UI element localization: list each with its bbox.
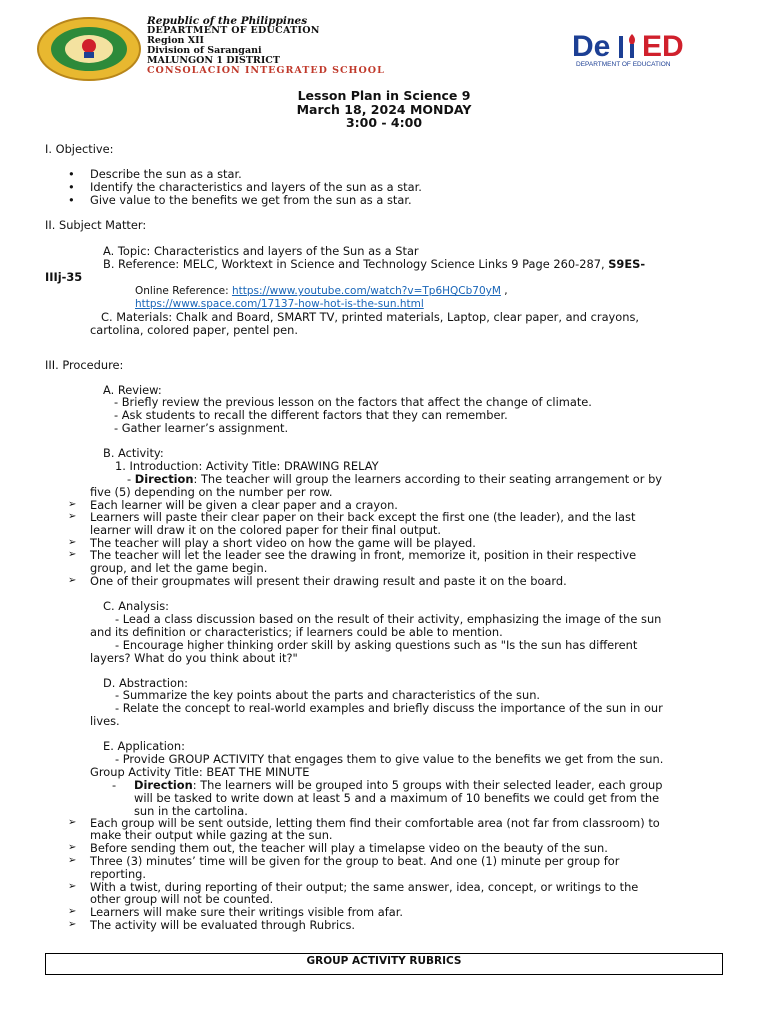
- bullet-dot: •: [68, 167, 75, 181]
- arrow-bullet-icon: ➢: [68, 842, 77, 853]
- competency-code-cont: IIIj-35: [45, 270, 83, 284]
- application-step-cont: reporting.: [90, 867, 147, 881]
- division-line: Division of Sarangani: [147, 45, 262, 56]
- objective-item: Identify the characteristics and layers of the sun as a star.: [90, 180, 422, 194]
- arrow-bullet-icon: ➢: [68, 537, 77, 548]
- arrow-bullet-icon: ➢: [68, 919, 77, 930]
- svg-text:De: De: [572, 30, 611, 63]
- analysis-line: and its definition or characteristics; if learners could be able to mention.: [90, 625, 503, 639]
- application-step: Learners will make sure their writings visible from afar.: [90, 905, 403, 919]
- arrow-bullet-icon: ➢: [68, 575, 77, 586]
- space-link[interactable]: https://www.space.com/17137-how-hot-is-the-sun.html: [135, 297, 424, 310]
- activity-intro: 1. Introduction: Activity Title: DRAWING RELAY: [115, 459, 379, 473]
- application-step: The activity will be evaluated through Rubrics.: [90, 918, 356, 932]
- application-step: Three (3) minutes’ time will be given for the group to beat. And one (1) minute per group for: [90, 854, 620, 868]
- activity-step: One of their groupmates will present their drawing result and paste it on the board.: [90, 574, 567, 588]
- region-line: Region XII: [147, 35, 204, 46]
- abstraction-line: lives.: [90, 714, 120, 728]
- activity-step: Each learner will be given a clear paper and a crayon.: [90, 498, 398, 512]
- direction-label: Direction: [134, 778, 193, 792]
- youtube-link[interactable]: https://www.youtube.com/watch?v=Tp6HQCb70yM: [231, 285, 501, 297]
- deped-logo: [572, 30, 728, 70]
- direction-label: Direction: [134, 472, 194, 486]
- direction-text: : The learners will be grouped into 5 groups with their selected leader, each group: [192, 778, 663, 792]
- competency-code: S9ES-: [608, 257, 646, 271]
- title-line-2: March 18, 2024 MONDAY: [296, 101, 472, 117]
- arrow-bullet-icon: ➢: [68, 855, 77, 866]
- application-direction-cont: sun in the cartolina.: [134, 804, 248, 818]
- activity-direction: [127, 473, 662, 486]
- activity-step-cont: group, and let the game begin.: [90, 561, 268, 575]
- review-heading: A. Review:: [103, 383, 162, 397]
- reference-text: B. Reference: MELC, Worktext in Science and Technology Science Links 9 Page 260-287,: [103, 257, 605, 271]
- subject-topic: A. Topic: Characteristics and layers of the Sun as a Star: [103, 244, 419, 258]
- lesson-title: [0, 89, 768, 130]
- school-header: [147, 16, 385, 76]
- analysis-line: - Lead a class discussion based on the result of their activity, emphasizing the image of the sun: [115, 612, 662, 626]
- activity-step: The teacher will let the leader see the drawing in front, memorize it, position in their respective: [90, 548, 637, 562]
- procedure-heading: III. Procedure:: [45, 358, 124, 372]
- arrow-bullet-icon: ➢: [68, 817, 77, 828]
- title-line-1: Lesson Plan in Science 9: [297, 88, 471, 103]
- rubrics-table-header: GROUP ACTIVITY RUBRICS: [45, 953, 723, 975]
- review-item: - Briefly review the previous lesson on the factors that affect the change of climate.: [114, 395, 592, 409]
- arrow-bullet-icon: ➢: [68, 511, 77, 522]
- abstraction-heading: D. Abstraction:: [103, 676, 189, 690]
- review-item: - Ask students to recall the different factors that they can remember.: [114, 408, 508, 422]
- application-heading: E. Application:: [103, 739, 185, 753]
- subject-reference: [103, 258, 645, 271]
- activity-direction-cont: five (5) depending on the number per row.: [90, 485, 333, 499]
- materials-line-2: cartolina, colored paper, pentel pen.: [90, 323, 298, 337]
- application-step: Each group will be sent outside, letting them find their comfortable area (not far from classroom) to: [90, 816, 660, 830]
- title-line-3: 3:00 - 4:00: [345, 115, 423, 130]
- district-line: MALUNGON 1 DISTRICT: [147, 55, 280, 66]
- application-step-cont: make their output while gazing at the sun.: [90, 828, 333, 842]
- deped-sub: DEPARTMENT OF EDUCATION: [576, 61, 671, 68]
- analysis-line: - Encourage higher thinking order skill by asking questions such as "Is the sun has different: [115, 638, 638, 652]
- online-reference: [135, 285, 508, 310]
- activity-step-cont: learner will draw it on the colored paper for their final output.: [90, 523, 442, 537]
- application-step-cont: other group will not be counted.: [90, 892, 274, 906]
- analysis-heading: C. Analysis:: [103, 599, 169, 613]
- review-item: - Gather learner’s assignment.: [114, 421, 289, 435]
- objective-item: Give value to the benefits we get from the sun as a star.: [90, 193, 412, 207]
- analysis-line: layers? What do you think about it?": [90, 651, 298, 665]
- department-line: DEPARTMENT OF EDUCATION: [147, 25, 320, 36]
- republic-line: Republic of the Philippines: [147, 15, 308, 27]
- application-title: Group Activity Title: BEAT THE MINUTE: [90, 765, 310, 779]
- direction-text: : The teacher will group the learners according to their seating arrangement or by: [193, 472, 663, 486]
- school-seal: [36, 16, 142, 82]
- application-line: - Provide GROUP ACTIVITY that engages them to give value to the benefits we get from the sun.: [115, 752, 664, 766]
- svg-text:ED: ED: [642, 30, 684, 63]
- objective-item: Describe the sun as a star.: [90, 167, 242, 181]
- bullet-dot: •: [68, 180, 75, 194]
- bullet-dot: •: [68, 193, 75, 207]
- online-label: Online Reference:: [135, 285, 229, 297]
- objective-heading: I. Objective:: [45, 142, 114, 156]
- arrow-bullet-icon: ➢: [68, 881, 77, 892]
- link-separator: ,: [504, 285, 508, 297]
- materials-line-1: C. Materials: Chalk and Board, SMART TV, printed materials, Laptop, clear paper, and crayons,: [101, 310, 640, 324]
- activity-heading: B. Activity:: [103, 446, 164, 460]
- arrow-bullet-icon: ➢: [68, 906, 77, 917]
- application-step: With a twist, during reporting of their output; the same answer, idea, concept, or writings to the: [90, 880, 639, 894]
- activity-step: The teacher will play a short video on how the game will be played.: [90, 536, 476, 550]
- abstraction-line: - Relate the concept to real-world examples and briefly discuss the importance of the sun in our: [115, 701, 663, 715]
- application-direction-cont: will be tasked to write down at least 5 and a maximum of 10 benefits we could get from the: [134, 791, 660, 805]
- application-direction: [134, 779, 662, 792]
- direction-dash: -: [112, 778, 117, 792]
- activity-step: Learners will paste their clear paper on their back except the first one (the leader), and the last: [90, 510, 636, 524]
- arrow-bullet-icon: ➢: [68, 499, 77, 510]
- school-name: CONSOLACION INTEGRATED SCHOOL: [147, 65, 385, 76]
- abstraction-line: - Summarize the key points about the parts and characteristics of the sun.: [115, 688, 541, 702]
- arrow-bullet-icon: ➢: [68, 549, 77, 560]
- direction-dash: -: [127, 472, 135, 486]
- subject-heading: II. Subject Matter:: [45, 218, 147, 232]
- application-step: Before sending them out, the teacher will play a timelapse video on the beauty of the sun.: [90, 841, 608, 855]
